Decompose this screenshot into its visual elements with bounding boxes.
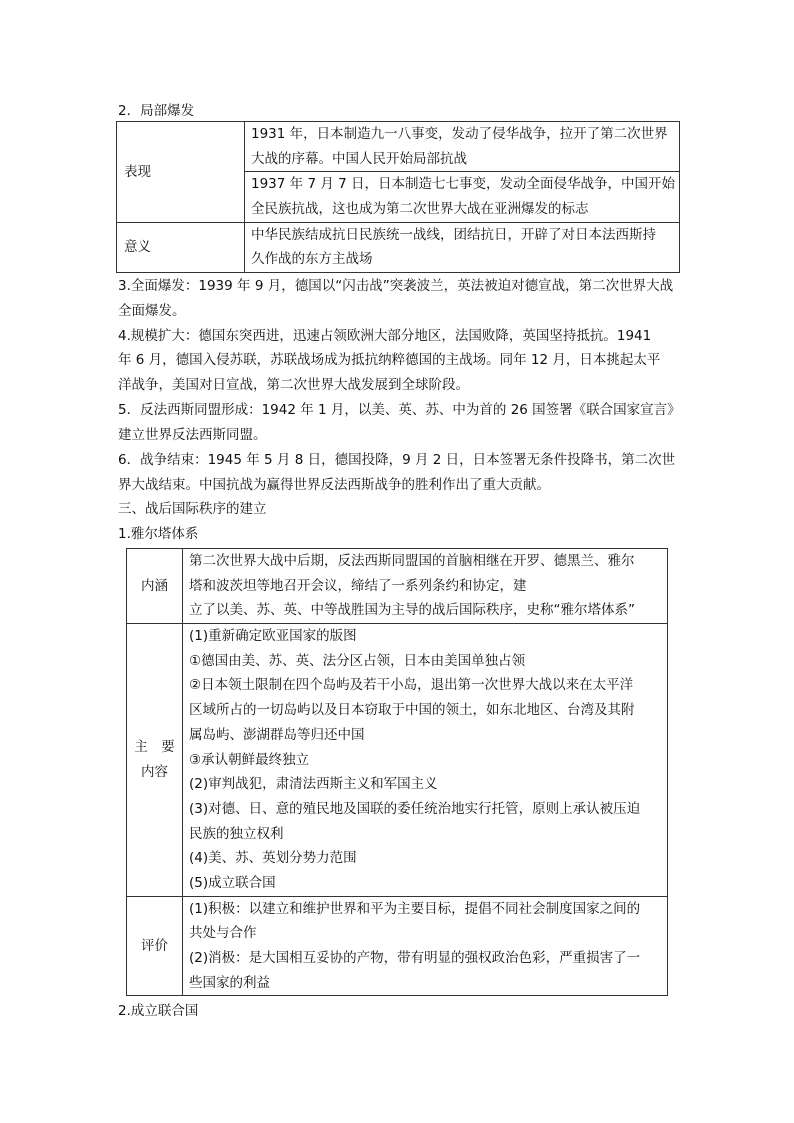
cell-yiyi (245, 222, 680, 272)
heading-yalta-system: 1.雅尔塔体系 (118, 526, 199, 542)
cell-biaoxian-1937 (245, 172, 680, 222)
cell-neihan (183, 549, 668, 624)
cell-pingjia (183, 896, 668, 996)
text-line: (1)积极：以建立和维护世界和平为主要目标，提倡不同社会制度国家之间的 (189, 900, 641, 917)
paragraph-line: 3.全面爆发：1939 年 9 月，德国以“闪击战”突袭波兰，英法被迫对德宣战，第二次世界大战 (118, 278, 674, 294)
text-line: 中华民族结成抗日民族统一战线，团结抗日，开辟了对日本法西斯持 (251, 226, 656, 243)
table-yalta-system (126, 548, 668, 996)
text-line: 共处与合作 (189, 925, 257, 942)
text-line: (2)消极：是大国相互妥协的产物，带有明显的强权政治色彩，严重损害了一 (189, 950, 641, 966)
text-line: 久作战的东方主战场 (251, 251, 373, 268)
text-line: (5)成立联合国 (189, 874, 276, 891)
table-row (117, 222, 680, 272)
label-line: 主 要 (134, 739, 175, 756)
text-line: ①德国由美、苏、英、法分区占领，日本由美国单独占领 (189, 652, 526, 669)
table-row (127, 896, 668, 996)
label-yiyi: 意义 (117, 222, 245, 272)
text-line: 1931 年，日本制造九一八事变，发动了侵华战争，拉开了第二次世界 (251, 126, 668, 142)
heading-found-un: 2.成立联合国 (118, 1003, 199, 1019)
text-line: 区域所占的一切岛屿以及日本窃取于中国的领土，如东北地区、台湾及其附 (189, 702, 635, 719)
text-line: 立了以美、苏、英、中等战胜国为主导的战后国际秩序，史称“雅尔塔体系” (189, 602, 635, 619)
text-line: 大战的序幕。中国人民开始局部抗战 (251, 150, 467, 167)
table-row (127, 624, 668, 897)
text-line: 塔和波茨坦等地召开会议，缔结了一系列条约和协定，建 (189, 577, 527, 594)
text-line: (2)审判战犯，肃清法西斯主义和军国主义 (189, 776, 438, 793)
paragraph-line: 4.规模扩大：德国东突西进，迅速占领欧洲大部分地区，法国败降，英国坚持抵抗。1941 (118, 328, 652, 344)
text-line: (4)美、苏、英划分势力范围 (189, 850, 357, 867)
paragraph-line: 全面爆发。 (118, 303, 186, 319)
text-line: 全民族抗战，这也成为第二次世界大战在亚洲爆发的标志 (251, 201, 589, 218)
text-line: ②日本领土限制在四个岛屿及若干小岛，退出第一次世界大战以来在太平洋 (189, 677, 634, 694)
paragraph-line: 6．战争结束：1945 年 5 月 8 日，德国投降，9 月 2 日，日本签署无条件投降书，第二次世 (118, 452, 676, 468)
text-line: 民族的独立权利 (189, 825, 284, 842)
cell-zhuyao-neirong (183, 624, 668, 897)
text-line: 些国家的利益 (189, 974, 270, 991)
text-line: (1)重新确定欧亚国家的版图 (189, 628, 357, 645)
heading-postwar-order: 三、战后国际秩序的建立 (118, 501, 267, 517)
table-local-outbreak (116, 121, 680, 273)
label-pingjia: 评价 (127, 896, 183, 996)
paragraph-line: 界大战结束。中国抗战为赢得世界反法西斯战争的胜利作出了重大贡献。 (118, 477, 550, 493)
text-line: (3)对德、日、意的殖民地及国联的委任统治地实行托管，原则上承认被压迫 (189, 800, 641, 817)
paragraph-line: 洋战争，美国对日宣战，第二次世界大战发展到全球阶段。 (118, 377, 469, 393)
paragraph-line: 5．反法西斯同盟形成：1942 年 1 月，以美、英、苏、中为首的 26 国签署《联合国家宣言》 (118, 402, 681, 418)
label-zhuyao-neirong (127, 624, 183, 897)
cell-biaoxian-1931 (245, 122, 680, 172)
label-neihan: 内涵 (127, 549, 183, 624)
text-line: 1937 年 7 月 7 日，日本制造七七事变，发动全面侵华战争，中国开始 (251, 176, 675, 193)
label-biaoxian: 表现 (117, 122, 245, 223)
text-line: 第二次世界大战中后期，反法西斯同盟国的首脑相继在开罗、德黑兰、雅尔 (189, 553, 635, 569)
paragraph-line: 年 6 月，德国入侵苏联，苏联战场成为抵抗纳粹德国的主战场。同年 12 月，日本挑起太平 (118, 352, 661, 368)
table-row (127, 549, 668, 624)
label-line: 内容 (141, 763, 168, 780)
table-row (117, 122, 680, 172)
text-line: 属岛屿、澎湖群岛等归还中国 (189, 726, 365, 743)
paragraph-line: 建立世界反法西斯同盟。 (118, 427, 267, 443)
text-line: ③承认朝鲜最终独立 (189, 751, 310, 768)
heading-local-outbreak: 2．局部爆发 (118, 103, 195, 119)
